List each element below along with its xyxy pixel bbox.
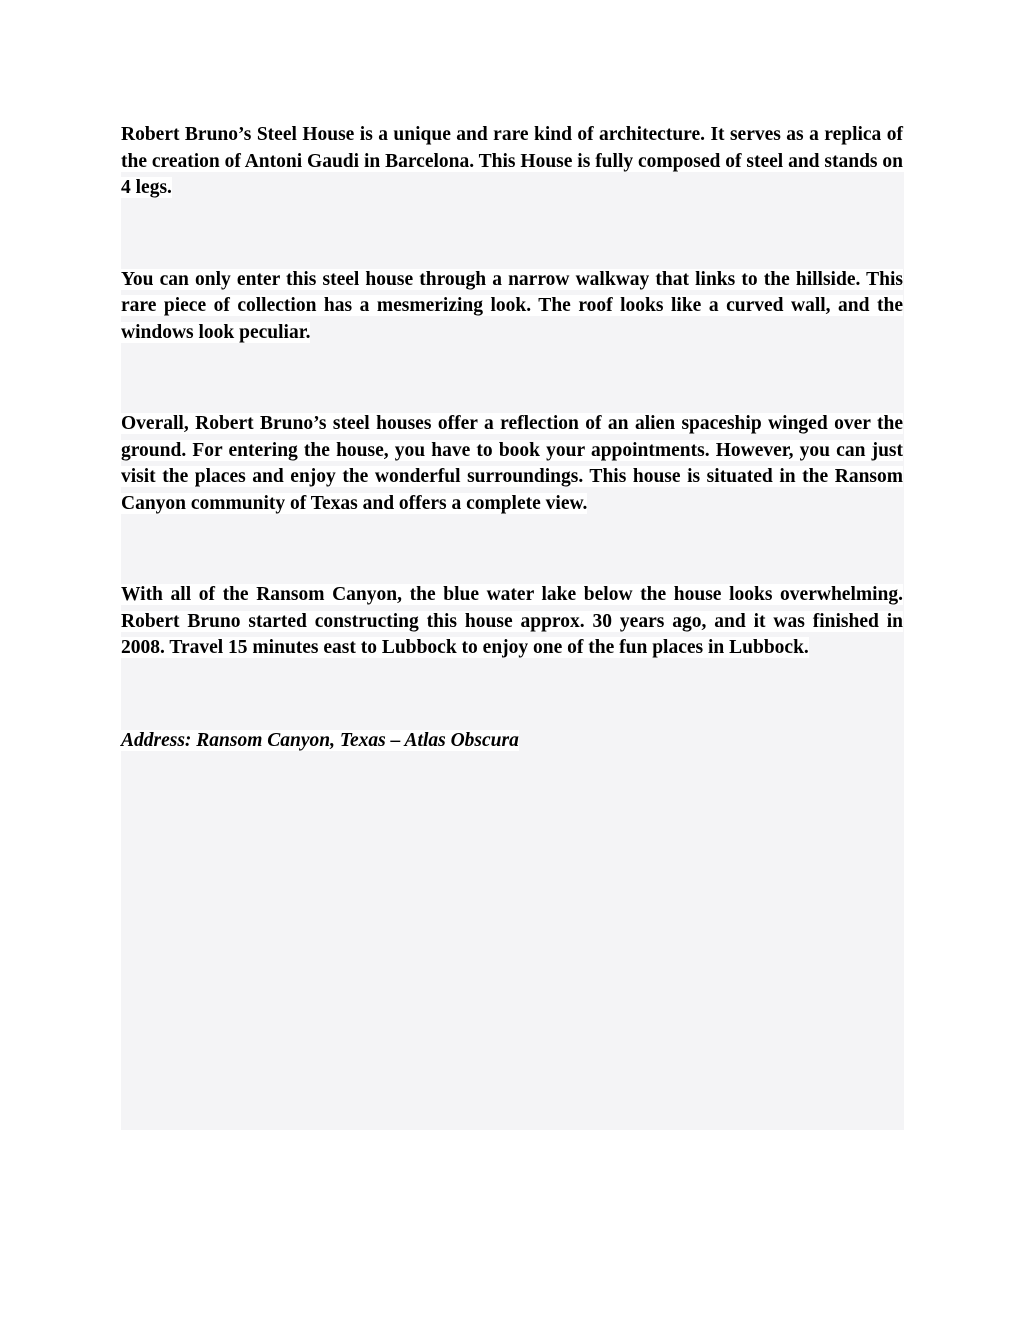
paragraph-ransom-canyon-text: With all of the Ransom Canyon, the blue water lake below the house looks overwhelming. Robert Bruno started constructing this house approx. 30 years ago, and it was finished in 2008. Travel 15 minutes east to Lubbock to enjoy one of the fun places in Lubbock. (121, 584, 903, 658)
paragraph-intro-text: Robert Bruno’s Steel House is a unique and rare kind of architecture. It serves as a replica of the creation of Antoni Gaudi in Barcelona. This House is fully composed of steel and stands on 4 legs. (121, 124, 903, 198)
paragraph-intro (121, 122, 903, 202)
address-line (121, 728, 903, 755)
address-text: Address: Ransom Canyon, Texas – Atlas Obscura (121, 729, 519, 751)
paragraph-walkway-text: You can only enter this steel house through a narrow walkway that links to the hillside. This rare piece of collection has a mesmerizing look. The roof looks like a curved wall, and the windows look peculiar. (121, 268, 903, 343)
paragraph-overall (121, 411, 903, 517)
paragraph-overall-text: Overall, Robert Bruno’s steel houses offer a reflection of an alien spaceship winged over the ground. For entering the house, you have to book your appointments. However, you can just visit the places and enjoy the wonderful surroundings. This house is situated in the Ransom Canyon community of Texas and offers a complete view. (121, 413, 903, 514)
paragraph-walkway (121, 267, 903, 347)
document-body (121, 122, 903, 754)
paragraph-ransom-canyon (121, 582, 903, 662)
